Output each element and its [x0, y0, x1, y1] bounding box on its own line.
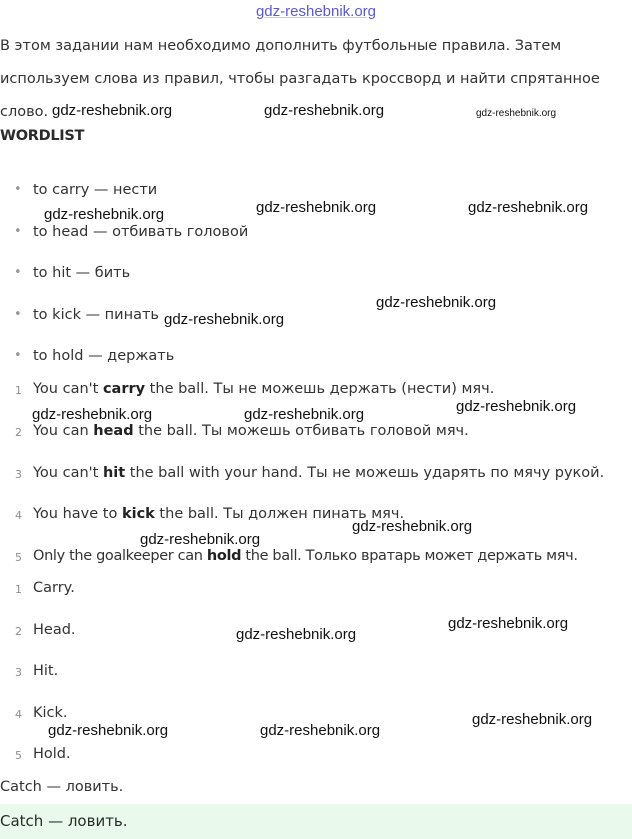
watermark: gdz-reshebnik.org	[264, 102, 385, 119]
bullet-icon: •	[14, 265, 22, 280]
wordlist-item-text: to hold — держать	[33, 348, 175, 364]
intro-line: слово.	[0, 104, 49, 120]
wordlist-item-text: to hit — бить	[33, 265, 131, 281]
bullet-icon: •	[14, 307, 22, 322]
watermark: gdz-reshebnik.org	[44, 206, 165, 223]
watermark: gdz-reshebnik.org	[448, 615, 569, 632]
item-number: 2	[15, 625, 22, 638]
watermark: gdz-reshebnik.org	[352, 518, 473, 535]
result-line: Catch — ловить.	[0, 779, 124, 795]
watermark: gdz-reshebnik.org	[472, 711, 593, 728]
watermark: gdz-reshebnik.org	[260, 722, 381, 739]
watermark: gdz-reshebnik.org	[236, 626, 357, 643]
watermark: gdz-reshebnik.org	[476, 108, 557, 119]
item-number: 5	[15, 551, 22, 564]
item-number: 4	[15, 708, 22, 721]
intro-line: используем слова из правил, чтобы разгадать кроссворд и найти спрятанное	[0, 71, 600, 87]
sentence-text: Only the goalkeeper can hold the ball. Только вратарь может держать мяч.	[33, 548, 578, 564]
item-number: 4	[15, 509, 22, 522]
highlight-text: Catch — ловить.	[0, 812, 128, 830]
bullet-icon: •	[14, 182, 22, 197]
wordlist-item-text: to carry — нести	[33, 182, 158, 198]
bullet-icon: •	[14, 348, 22, 363]
watermark: gdz-reshebnik.org	[456, 398, 577, 415]
watermark: gdz-reshebnik.org	[256, 199, 377, 216]
item-number: 5	[15, 749, 22, 762]
watermark: gdz-reshebnik.org	[376, 294, 497, 311]
keyword: head	[93, 423, 134, 439]
sentence-text: You have to kick the ball. Ты должен пинать мяч.	[33, 506, 405, 522]
keyword: kick	[121, 506, 155, 522]
wordlist-item-text: to head — отбивать головой	[33, 224, 249, 240]
keyword: hold	[206, 548, 242, 564]
watermark: gdz-reshebnik.org	[32, 406, 153, 423]
watermark: gdz-reshebnik.org	[140, 531, 261, 548]
sentence-text: You can't hit the ball with your hand. Ты не можешь ударять по мячу рукой.	[33, 465, 605, 481]
watermark: gdz-reshebnik.org	[244, 406, 365, 423]
sentence-text: You can head the ball. Ты можешь отбивать головой мяч.	[33, 423, 469, 439]
watermark: gdz-reshebnik.org	[52, 102, 173, 119]
wordlist-heading: WORDLIST	[0, 128, 85, 144]
keyword: carry	[102, 381, 146, 397]
answer-text: Carry.	[33, 580, 75, 596]
bullet-icon: •	[14, 224, 22, 239]
answer-text: Hold.	[33, 746, 71, 762]
watermark: gdz-reshebnik.org	[48, 722, 169, 739]
site-header-link[interactable]: gdz-reshebnik.org	[255, 3, 377, 20]
item-number: 3	[15, 468, 22, 481]
wordlist-item-text: to kick — пинать	[33, 307, 159, 323]
item-number: 2	[15, 426, 22, 439]
keyword: hit	[102, 465, 126, 481]
answer-text: Head.	[33, 622, 76, 638]
item-number: 1	[15, 384, 22, 397]
item-number: 1	[15, 583, 22, 596]
watermark: gdz-reshebnik.org	[164, 311, 285, 328]
answer-highlight-box	[0, 804, 632, 839]
intro-line: В этом задании нам необходимо дополнить футбольные правила. Затем	[0, 38, 562, 54]
sentence-text: You can't carry the ball. Ты не можешь держать (нести) мяч.	[33, 381, 495, 397]
answer-text: Kick.	[33, 705, 68, 721]
item-number: 3	[15, 666, 22, 679]
watermark: gdz-reshebnik.org	[468, 199, 589, 216]
answer-text: Hit.	[33, 663, 59, 679]
